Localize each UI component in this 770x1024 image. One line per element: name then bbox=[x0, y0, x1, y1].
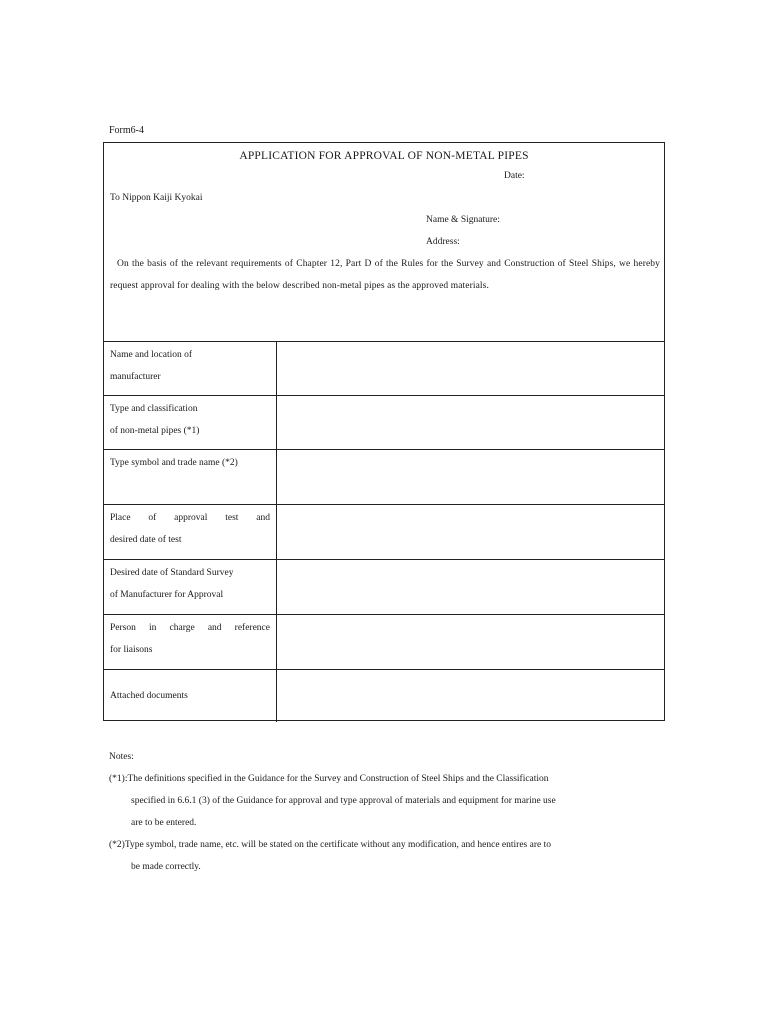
table-row bbox=[104, 504, 664, 559]
note-2-line: Type symbol, trade name, etc. will be stated on the certificate without any modification, and hence entires are to bbox=[124, 840, 551, 850]
note-2-marker: (*2) bbox=[109, 840, 125, 850]
field-label-manufacturer bbox=[104, 342, 277, 395]
field-value-manufacturer[interactable] bbox=[277, 342, 664, 395]
field-label-line: desired date of test bbox=[110, 535, 182, 545]
field-label-line: for liaisons bbox=[110, 645, 153, 655]
form-code: Form6-4 bbox=[109, 125, 144, 136]
field-label-line: Type symbol and trade name (*2) bbox=[110, 458, 238, 468]
notes-heading: Notes: bbox=[109, 752, 134, 762]
field-label-person-in-charge bbox=[104, 615, 277, 669]
fields-table bbox=[104, 341, 664, 722]
addressee: To Nippon Kaiji Kyokai bbox=[110, 193, 203, 203]
table-row bbox=[104, 669, 664, 722]
note-1-line: are to be entered. bbox=[131, 818, 197, 828]
field-value-approval-test[interactable] bbox=[277, 505, 664, 559]
form-title: APPLICATION FOR APPROVAL OF NON-METAL PIPES bbox=[239, 150, 529, 162]
field-label-standard-survey bbox=[104, 560, 277, 614]
table-row bbox=[104, 395, 664, 449]
field-value-type-symbol[interactable] bbox=[277, 450, 664, 504]
field-label-attached-documents bbox=[104, 670, 277, 722]
intro-paragraph: On the basis of the relevant requirements of Chapter 12, Part D of the Rules for the Survey and Construction of Steel Ships, we hereby request approval for dealing with the below described non-metal pipes as the approved materials. bbox=[110, 259, 660, 291]
field-label-line: Name and location of bbox=[110, 350, 193, 360]
note-1 bbox=[109, 768, 664, 790]
field-value-attached-documents[interactable] bbox=[277, 670, 664, 722]
field-label-line: Desired date of Standard Survey bbox=[110, 568, 234, 578]
field-label-line: Attached documents bbox=[110, 691, 188, 701]
field-label-line: Type and classification bbox=[110, 404, 198, 414]
note-1-line: specified in 6.6.1 (3) of the Guidance for approval and type approval of materials and equipment for marine use bbox=[131, 796, 556, 806]
application-form bbox=[103, 142, 665, 721]
field-label-line: Place of approval test and bbox=[110, 513, 270, 523]
note-1-line: The definitions specified in the Guidance for the Survey and Construction of Steel Ships and the Classification bbox=[127, 774, 549, 784]
notes-section bbox=[109, 746, 664, 878]
date-label: Date: bbox=[504, 171, 525, 181]
field-label-line: Person in charge and reference bbox=[110, 623, 270, 633]
table-row bbox=[104, 449, 664, 504]
name-signature-label: Name & Signature: bbox=[426, 215, 500, 225]
table-row bbox=[104, 614, 664, 669]
field-label-approval-test bbox=[104, 505, 277, 559]
note-2-line: be made correctly. bbox=[131, 862, 201, 872]
field-value-standard-survey[interactable] bbox=[277, 560, 664, 614]
field-label-line: of Manufacturer for Approval bbox=[110, 590, 224, 600]
table-row bbox=[104, 341, 664, 395]
table-row bbox=[104, 559, 664, 614]
note-2 bbox=[109, 834, 664, 856]
address-label: Address: bbox=[426, 237, 460, 247]
note-1-marker: (*1): bbox=[109, 774, 128, 784]
field-value-person-in-charge[interactable] bbox=[277, 615, 664, 669]
field-value-type-classification[interactable] bbox=[277, 396, 664, 449]
field-label-type-symbol bbox=[104, 450, 277, 504]
field-label-line: manufacturer bbox=[110, 372, 161, 382]
field-label-line: of non-metal pipes (*1) bbox=[110, 426, 200, 436]
field-label-type-classification bbox=[104, 396, 277, 449]
